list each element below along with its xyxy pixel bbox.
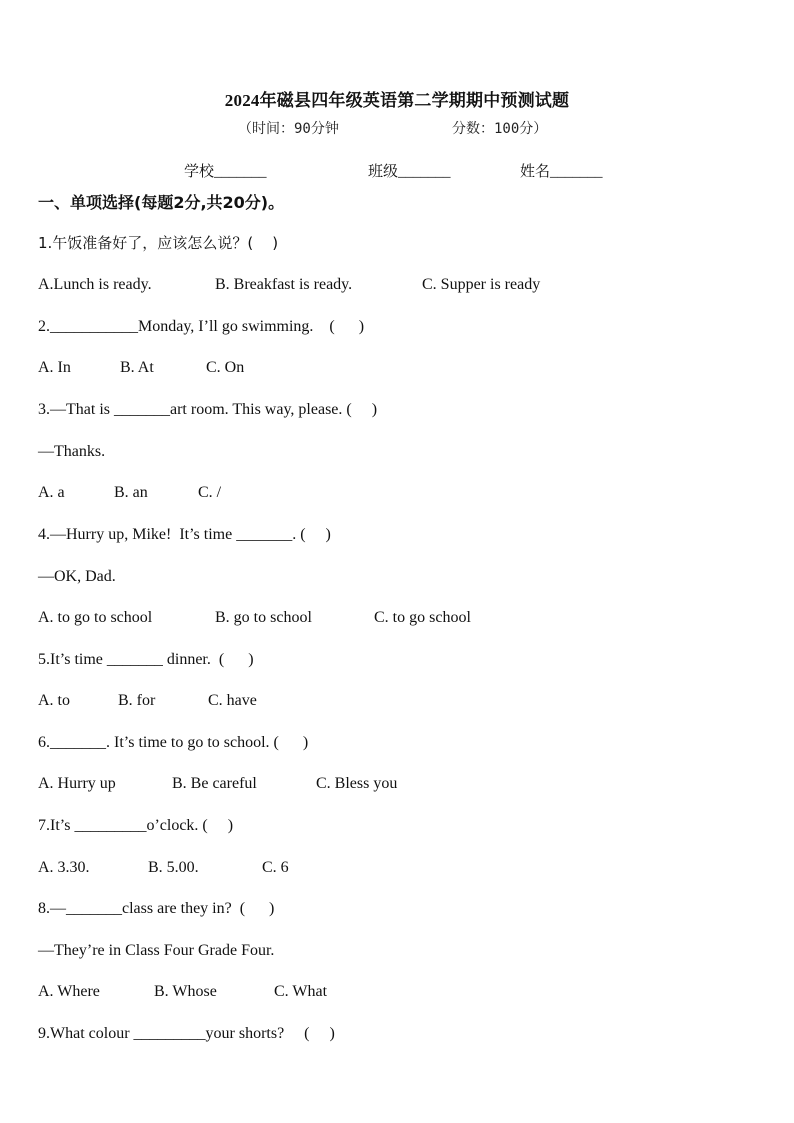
option-b: B. At — [120, 359, 154, 376]
option-c: C. / — [198, 484, 222, 501]
question-stem: 1.午饭准备好了，应该怎么说？( ) — [38, 234, 279, 252]
option-c: C. 6 — [262, 859, 289, 876]
option-c: C. have — [208, 692, 257, 709]
option-a: A. In — [38, 359, 71, 376]
option-a: A. to go to school — [38, 609, 153, 626]
question-stem: 6._______. It’s time to go to school. ( ) — [38, 734, 309, 751]
question-stem: 3.—That is _______art room. This way, please. ( ) — [38, 401, 378, 418]
question-stem: 2.___________Monday, I’ll go swimming. ( ) — [38, 318, 365, 335]
option-a: A. to — [38, 692, 70, 709]
option-b: B. an — [114, 484, 148, 501]
option-b: B. Whose — [154, 983, 217, 1000]
question-followup: —They’re in Class Four Grade Four. — [38, 942, 275, 959]
option-b: B. Be careful — [172, 775, 257, 792]
option-c: C. to go school — [374, 609, 471, 626]
question-stem: 5.It’s time _______ dinner. ( ) — [38, 651, 254, 668]
option-c: C. What — [274, 983, 328, 1000]
option-b: B. 5.00. — [148, 859, 199, 876]
question-stem: 9.What colour _________your shorts? ( ) — [38, 1025, 335, 1042]
option-a: A.Lunch is ready. — [38, 276, 152, 293]
question-stem: 4.—Hurry up, Mike! It’s time _______. ( ) — [38, 526, 331, 543]
question-stem: 8.—_______class are they in? ( ) — [38, 900, 275, 917]
option-b: B. for — [118, 692, 156, 709]
option-a: A. Hurry up — [38, 775, 116, 792]
option-a: A. Where — [38, 983, 100, 1000]
school-field: 学校_______ — [184, 164, 267, 180]
question-stem: 7.It’s _________o’clock. ( ) — [38, 817, 234, 834]
question-followup: —Thanks. — [38, 443, 106, 460]
option-b: B. go to school — [215, 609, 312, 626]
score-note: 分数：100分） — [452, 121, 548, 137]
time-note: （时间：90分钟 — [238, 121, 339, 137]
option-a: A. 3.30. — [38, 859, 90, 876]
option-b: B. Breakfast is ready. — [215, 276, 353, 293]
option-c: C. On — [206, 359, 245, 376]
question-followup: —OK, Dad. — [38, 568, 116, 585]
name-field: 姓名_______ — [520, 164, 603, 180]
option-c: C. Supper is ready — [422, 276, 541, 293]
class-field: 班级_______ — [368, 164, 451, 180]
exam-title: 2024年磁县四年级英语第二学期期中预测试题 — [224, 91, 570, 110]
section-heading: 一、单项选择(每题2分,共20分)。 — [38, 193, 285, 212]
option-c: C. Bless you — [316, 775, 398, 792]
option-a: A. a — [38, 484, 65, 501]
